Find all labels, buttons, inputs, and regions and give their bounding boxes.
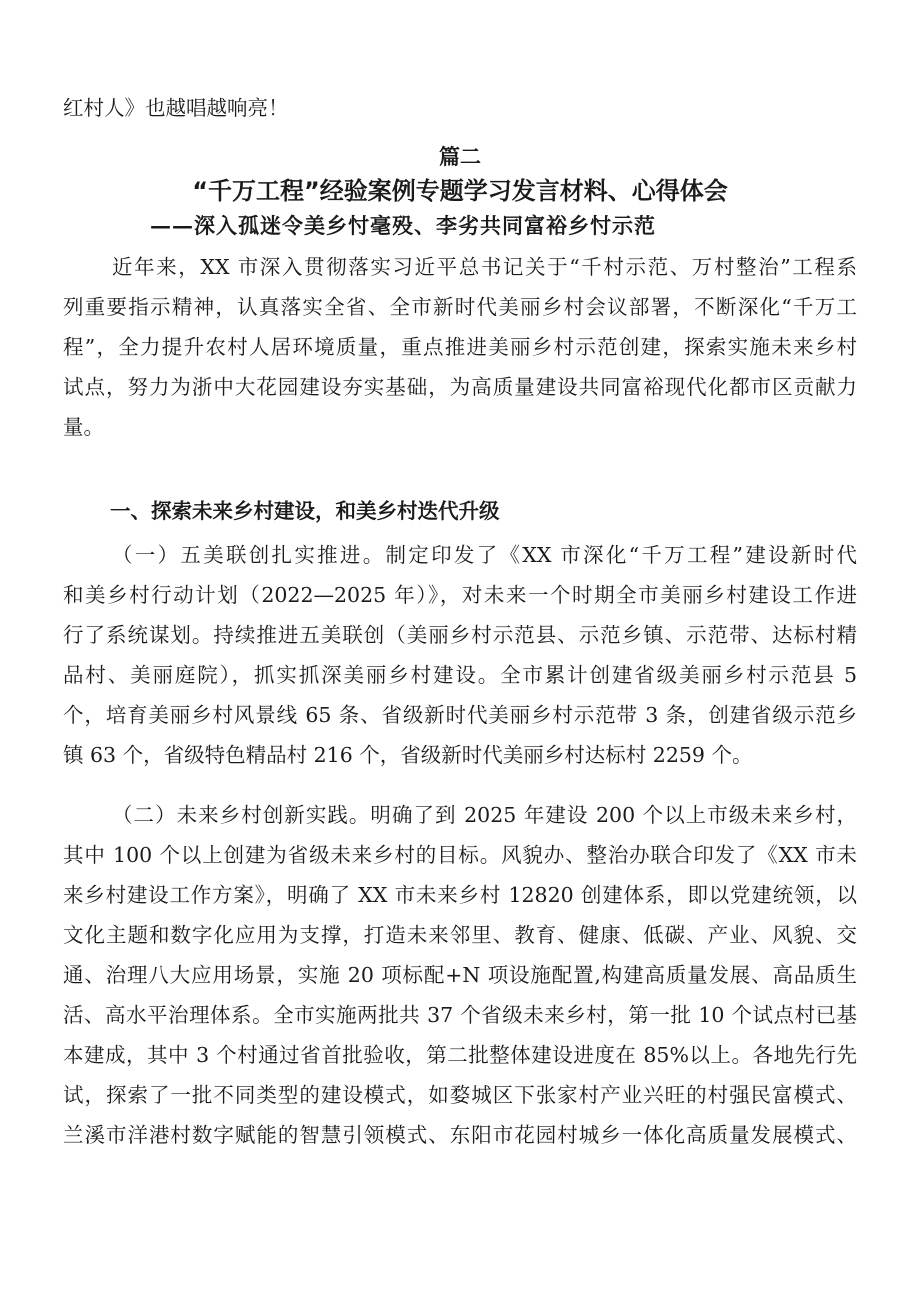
document-title: “千万工程”经验案例专题学习发言材料、心得体会 xyxy=(192,177,728,205)
paragraph-line: 活、高水平治理体系。全市实施两批共 37 个省级未来乡村，第一批 10 个试点村已基 xyxy=(63,1003,857,1027)
paragraph-line: 文化主题和数字化应用为支撑，打造未来邻里、教育、健康、低碳、产业、风貌、交 xyxy=(63,923,857,947)
paragraph-line: 兰溪市洋港村数字赋能的智慧引领模式、东阳市花园村城乡一体化高质量发展模式、 xyxy=(63,1123,857,1147)
intro-line: 量。 xyxy=(63,415,104,439)
paragraph-line: 试，探索了一批不同类型的建设模式，如婺城区下张家村产业兴旺的村强民富模式、 xyxy=(63,1083,857,1107)
document-subtitle: ——深入孤迷令美乡忖毫殁、李劣共同富裕乡忖示范 xyxy=(150,213,656,238)
paragraph-line: 本建成，其中 3 个村通过省首批验收，第二批整体建设进度在 85%以上。各地先行先 xyxy=(63,1043,857,1067)
paragraph-line: 行了系统谋划。持续推进五美联创（美丽乡村示范县、示范乡镇、示范带、达标村精 xyxy=(63,623,857,647)
paragraph-line: 其中 100 个以上创建为省级未来乡村的目标。风貌办、整治办联合印发了《XX 市未 xyxy=(63,843,857,867)
paragraph-line: 来乡村建设工作方案》，明确了 XX 市未来乡村 12820 创建体系，即以党建统领，以 xyxy=(63,883,857,907)
intro-line: 试点，努力为浙中大花园建设夯实基础，为高质量建设共同富裕现代化都市区贡献力 xyxy=(63,375,857,399)
paragraph-line: 和美乡村行动计划（2022—2025 年）》，对未来一个时期全市美丽乡村建设工作进 xyxy=(63,583,857,607)
section-heading: 一、探索未来乡村建设，和美乡村迭代升级 xyxy=(110,499,500,523)
section-label: 篇二 xyxy=(439,145,481,169)
intro-line: 列重要指示精神，认真落实全省、全市新时代美丽乡村会议部署，不断深化“千万工 xyxy=(63,295,857,319)
continuation-line: 红村人》也越唱越响亮！ xyxy=(63,96,289,120)
paragraph-line: 品村、美丽庭院），抓实抓深美丽乡村建设。全市累计创建省级美丽乡村示范县 5 xyxy=(63,663,857,687)
paragraph-line: 通、治理八大应用场景，实施 20 项标配+N 项设施配置,构建高质量发展、高品质生 xyxy=(63,963,857,987)
paragraph-line: （二）未来乡村创新实践。明确了到 2025 年建设 200 个以上市级未来乡村， xyxy=(112,803,857,827)
paragraph-line: 镇 63 个，省级特色精品村 216 个，省级新时代美丽乡村达标村 2259 个。 xyxy=(63,743,753,767)
paragraph-line: 个，培育美丽乡村风景线 65 条、省级新时代美丽乡村示范带 3 条，创建省级示范乡 xyxy=(63,703,857,727)
intro-line: 程”，全力提升农村人居环境质量，重点推进美丽乡村示范创建，探索实施未来乡村 xyxy=(63,335,857,359)
paragraph-line: （一）五美联创扎实推进。制定印发了《XX 市深化“千万工程”建设新时代 xyxy=(112,543,857,567)
intro-line: 近年来，XX 市深入贯彻落实习近平总书记关于“千村示范、万村整治”工程系 xyxy=(112,255,857,279)
